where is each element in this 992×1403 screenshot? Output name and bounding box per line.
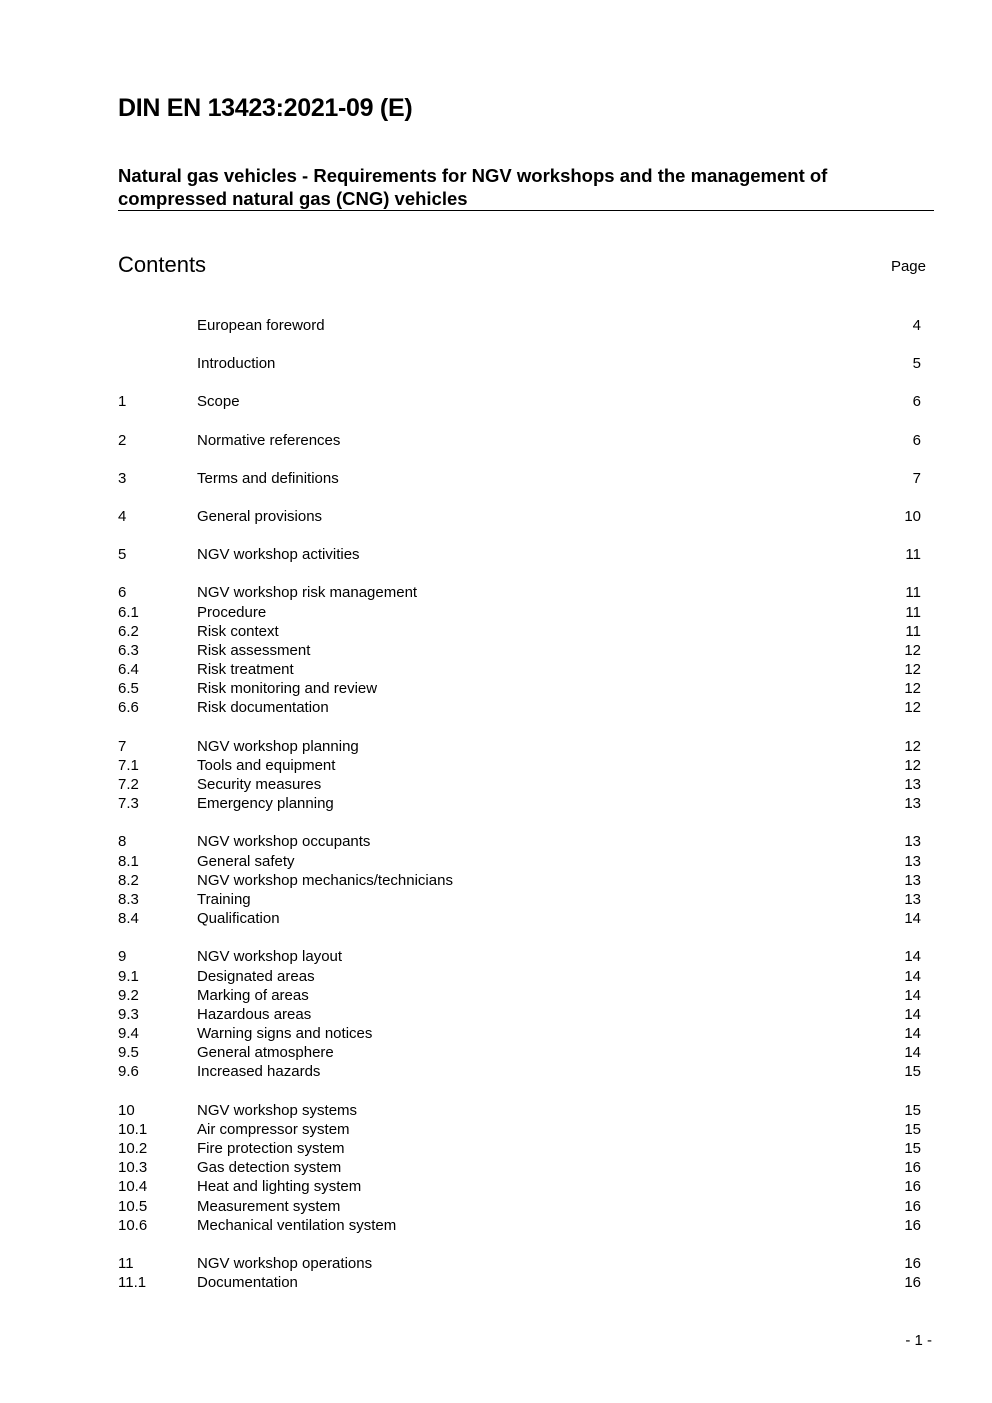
toc-entry-title: General atmosphere [197,1044,334,1062]
toc-entry-page: 6 [912,393,921,411]
toc-entry-page: 14 [904,910,921,928]
toc-entry-number: 4 [118,507,127,525]
document-title-line-1: Natural gas vehicles - Requirements for NGV workshops and the management of [118,165,828,186]
toc-entry-title: Scope [197,393,240,411]
toc-entry-title: NGV workshop layout [197,948,343,966]
toc-entry-page: 10 [904,507,921,525]
toc-entry-number: 10.6 [118,1216,148,1234]
toc-group-spacer [118,526,921,545]
toc-entry-title: General provisions [197,507,323,525]
toc-entry[interactable] [118,1101,921,1120]
toc-group-spacer [118,450,921,469]
toc-entry-page: 15 [904,1120,921,1138]
toc-entry-number: 7.1 [118,756,139,774]
toc-entry[interactable] [118,1158,921,1177]
toc-entry-title: Tools and equipment [197,756,336,774]
toc-group-spacer [118,813,921,832]
toc-entry-number: 8.1 [118,852,139,870]
toc-group-spacer [118,335,921,354]
toc-entry[interactable] [118,431,921,450]
toc-entry-number: 2 [118,431,127,449]
toc-entry[interactable] [118,698,921,717]
toc-entry[interactable] [118,852,921,871]
toc-entry-page: 11 [905,584,921,602]
title-divider [118,210,934,211]
table-of-contents [118,316,921,1292]
toc-entry-page: 11 [905,546,921,564]
toc-entry-page: 12 [904,661,921,679]
toc-entry-number: 9 [118,948,127,966]
toc-entry[interactable] [118,641,921,660]
toc-entry-title: Fire protection system [197,1140,345,1157]
toc-entry-title: European foreword [197,317,325,334]
toc-entry-page: 11 [905,622,921,640]
page-column-heading: Page [890,258,926,275]
toc-entry-number: 10.3 [118,1159,148,1177]
toc-entry-title: Increased hazards [197,1063,321,1081]
toc-entry-title: Security measures [197,776,322,793]
toc-entry-title: NGV workshop activities [197,546,360,564]
toc-group-spacer [118,412,921,431]
toc-entry[interactable] [118,1024,921,1043]
toc-entry-number: 7 [118,737,127,755]
toc-entry-title: Measurement system [197,1197,341,1215]
toc-entry-page: 12 [904,737,921,755]
toc-entry[interactable] [118,1062,921,1081]
toc-entry-title: Hazardous areas [197,1005,312,1023]
toc-group-spacer [118,373,921,392]
toc-entry-number: 6.2 [118,622,139,640]
toc-group-spacer [118,1235,921,1254]
toc-group-spacer [118,718,921,737]
toc-entry-title: Normative references [197,431,341,449]
toc-entry-title: NGV workshop systems [197,1101,358,1119]
toc-entry[interactable] [118,890,921,909]
toc-entry-number: 10 [118,1101,135,1119]
toc-entry-number: 10.2 [118,1140,148,1157]
toc-entry-page: 16 [904,1274,921,1292]
toc-entry-title: NGV workshop occupants [197,833,371,851]
toc-entry[interactable] [118,1273,921,1292]
toc-entry-number: 8.4 [118,910,139,928]
document-id: DIN EN 13423:2021-09 (E) [118,94,413,122]
toc-entry[interactable] [118,1005,921,1024]
toc-entry-page: 16 [904,1254,921,1272]
toc-entry[interactable] [118,1197,921,1216]
toc-entry-title: Designated areas [197,967,315,985]
toc-entry-page: 14 [904,1025,921,1043]
toc-entry-number: 8.2 [118,871,139,889]
toc-entry[interactable] [118,832,921,851]
toc-entry-page: 15 [904,1063,921,1081]
toc-entry-title: Air compressor system [197,1120,350,1138]
toc-entry-title: Procedure [197,603,267,621]
toc-entry-page: 12 [904,699,921,717]
toc-entry-page: 13 [904,776,921,793]
document-title [118,164,933,210]
toc-entry-title: NGV workshop planning [197,737,359,755]
toc-entry-number: 7.2 [118,776,139,793]
toc-entry-number: 6.6 [118,699,139,717]
toc-entry-page: 13 [904,871,921,889]
toc-entry-page: 14 [904,948,921,966]
toc-entry-number: 10.5 [118,1197,148,1215]
toc-entry-number: 10.1 [118,1120,148,1138]
toc-entry[interactable] [118,1177,921,1196]
contents-heading: Contents [118,252,207,277]
toc-entry-number: 1 [118,393,127,411]
toc-entry-page: 16 [904,1178,921,1196]
toc-entry-number: 6.4 [118,661,139,679]
toc-entry-page: 7 [912,469,921,487]
toc-entry[interactable] [118,316,921,335]
toc-entry-title: Risk monitoring and review [197,680,378,698]
toc-entry[interactable] [118,909,921,928]
toc-entry-page: 11 [905,603,921,621]
toc-entry-title: Introduction [197,355,276,373]
toc-entry-title: Risk assessment [197,641,311,659]
toc-entry-title: NGV workshop mechanics/technicians [197,871,453,889]
toc-entry-number: 9.2 [118,986,139,1004]
toc-entry-page: 6 [912,431,921,449]
toc-entry-number: 8.3 [118,890,139,908]
toc-entry[interactable] [118,1043,921,1062]
toc-entry[interactable] [118,756,921,775]
toc-entry-title: Risk context [197,622,279,640]
toc-entry[interactable] [118,622,921,641]
toc-entry-page: 14 [904,1005,921,1023]
toc-entry[interactable] [118,603,921,622]
toc-entry-title: Risk documentation [197,699,329,717]
toc-entry[interactable] [118,660,921,679]
toc-entry-number: 9.1 [118,967,139,985]
toc-entry-number: 3 [118,469,127,487]
toc-entry-number: 6.3 [118,641,139,659]
toc-entry-number: 9.4 [118,1025,139,1043]
toc-entry-number: 9.5 [118,1044,139,1062]
toc-entry[interactable] [118,679,921,698]
toc-entry[interactable] [118,469,921,488]
toc-entry-title: Training [197,890,251,908]
toc-entry-number: 6.5 [118,680,139,698]
toc-entry-title: Risk treatment [197,661,294,679]
toc-entry-page: 14 [904,986,921,1004]
toc-group-spacer [118,488,921,507]
toc-entry-page: 15 [904,1140,921,1157]
toc-entry[interactable] [118,871,921,890]
toc-entry-title: NGV workshop operations [197,1254,373,1272]
toc-entry-page: 15 [904,1101,921,1119]
toc-entry-title: Marking of areas [197,986,309,1004]
toc-entry-title: Qualification [197,910,280,928]
toc-entry-title: Mechanical ventilation system [197,1216,397,1234]
toc-entry-page: 13 [904,852,921,870]
toc-entry-title: General safety [197,852,295,870]
toc-entry-page: 16 [904,1216,921,1234]
toc-entry-page: 14 [904,967,921,985]
toc-entry-number: 6.1 [118,603,139,621]
toc-entry[interactable] [118,1139,921,1158]
toc-entry[interactable] [118,1120,921,1139]
toc-entry-number: 9.6 [118,1063,139,1081]
toc-entry[interactable] [118,545,921,564]
toc-entry-title: Gas detection system [197,1159,342,1177]
toc-entry-title: Emergency planning [197,795,334,813]
toc-group-spacer [118,1082,921,1101]
toc-entry-title: Warning signs and notices [197,1025,373,1043]
document-title-line-2: compressed natural gas (CNG) vehicles [118,188,468,209]
toc-entry-title: Heat and lighting system [197,1178,362,1196]
toc-entry-title: NGV workshop risk management [197,584,418,602]
toc-entry[interactable] [118,794,921,813]
toc-entry-page: 13 [904,890,921,908]
toc-entry[interactable] [118,1254,921,1273]
toc-entry-number: 11 [118,1254,134,1272]
toc-entry-number: 9.3 [118,1005,139,1023]
toc-entry-page: 4 [912,317,921,334]
toc-entry[interactable] [118,737,921,756]
toc-entry[interactable] [118,967,921,986]
toc-entry-page: 16 [904,1197,921,1215]
toc-entry[interactable] [118,986,921,1005]
toc-entry-page: 14 [904,1044,921,1062]
toc-entry-title: Documentation [197,1274,298,1292]
toc-entry[interactable] [118,947,921,966]
toc-entry-number: 8 [118,833,127,851]
toc-entry-number: 6 [118,584,127,602]
toc-group-spacer [118,928,921,947]
toc-entry-number: 5 [118,546,127,564]
toc-entry-page: 13 [904,833,921,851]
toc-entry[interactable] [118,583,921,602]
toc-entry-page: 12 [904,680,921,698]
toc-entry-number: 10.4 [118,1178,148,1196]
toc-entry-page: 13 [904,795,921,813]
toc-entry[interactable] [118,392,921,411]
toc-entry-number: 11.1 [118,1274,147,1292]
toc-entry-page: 12 [904,641,921,659]
toc-entry-title: Terms and definitions [197,469,339,487]
toc-entry-page: 16 [904,1159,921,1177]
toc-entry-page: 12 [904,756,921,774]
footer-page-number: - 1 - [905,1332,932,1349]
toc-entry[interactable] [118,1216,921,1235]
toc-entry-number: 7.3 [118,795,139,813]
toc-entry[interactable] [118,775,921,794]
toc-entry[interactable] [118,507,921,526]
toc-entry[interactable] [118,354,921,373]
toc-group-spacer [118,564,921,583]
toc-entry-page: 5 [912,355,921,373]
